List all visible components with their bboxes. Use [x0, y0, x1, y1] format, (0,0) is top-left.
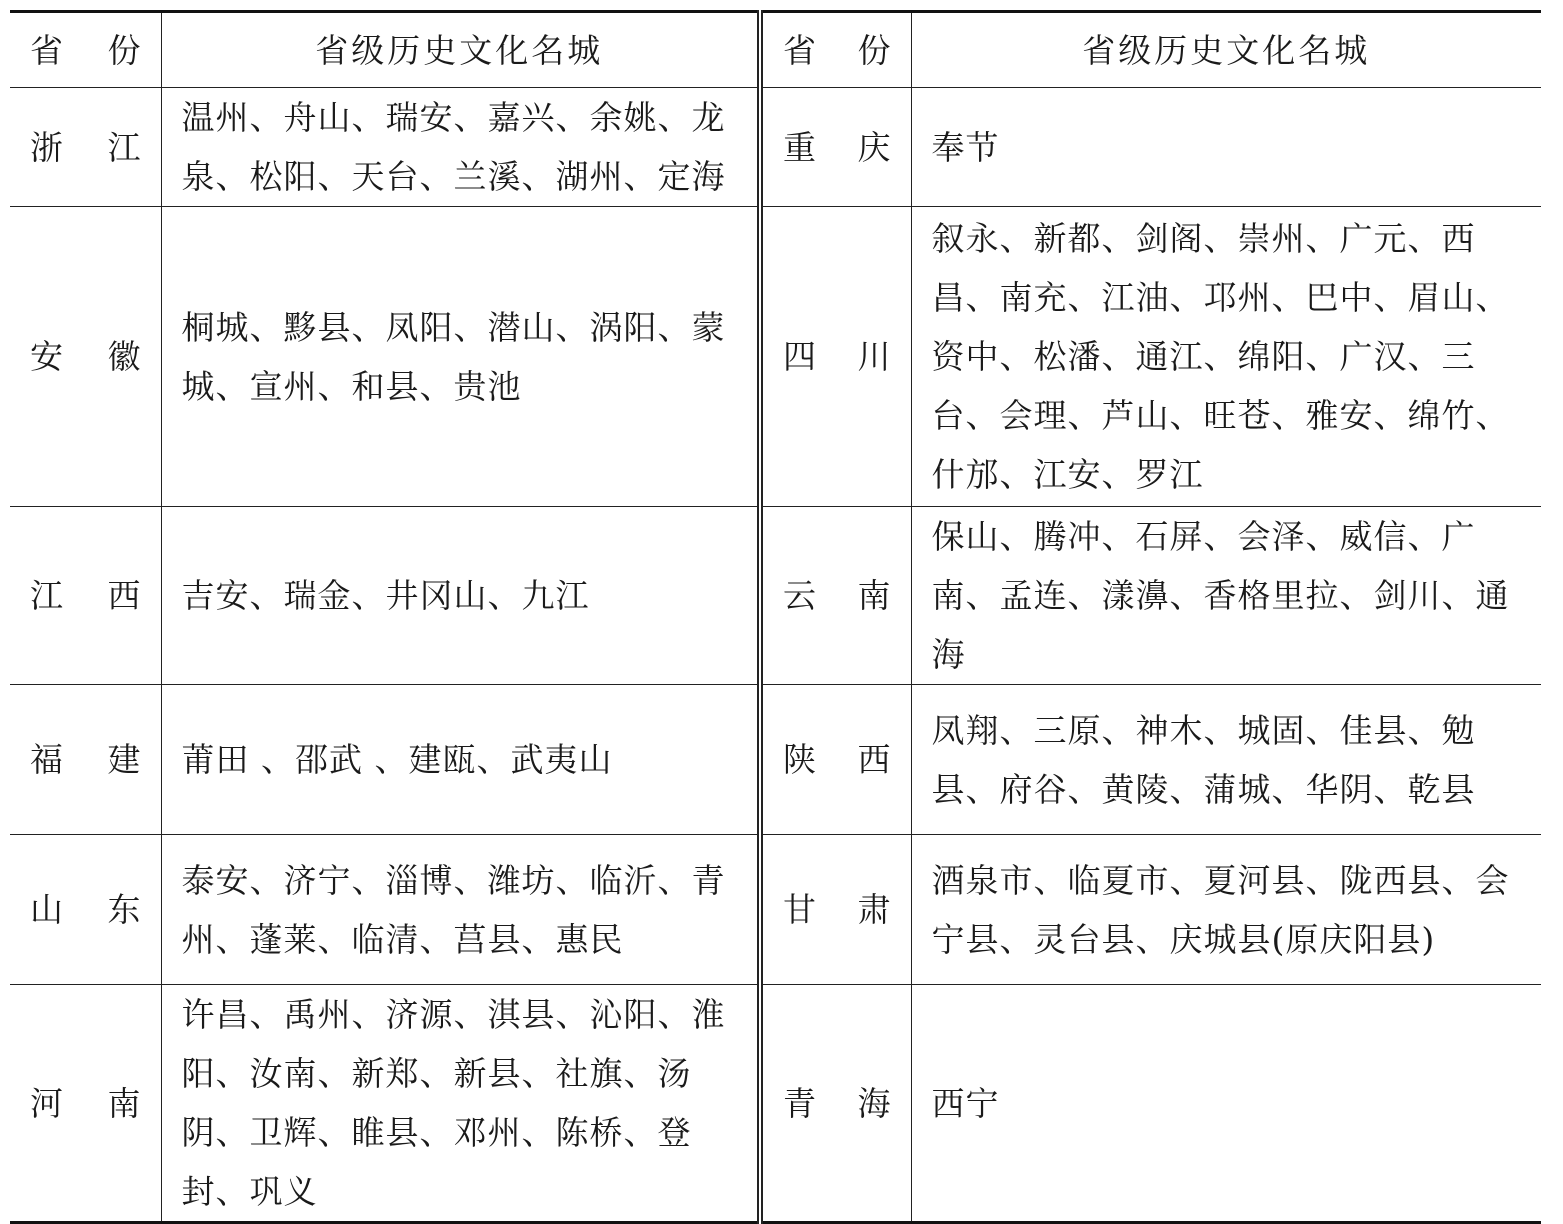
- cities-cell-right: 西宁: [911, 985, 1541, 1223]
- table-row: [10, 985, 1541, 1223]
- header-cities-left: 省级历史文化名城: [161, 12, 760, 88]
- province-cell-right: 重 庆: [760, 88, 911, 207]
- cities-cell-right: 酒泉市、临夏市、夏河县、陇西县、会宁县、灵台县、庆城县(原庆阳县): [911, 835, 1541, 985]
- header-cities-right: 省级历史文化名城: [911, 12, 1541, 88]
- cities-cell-left: 桐城、黟县、凤阳、潜山、涡阳、蒙城、宣州、和县、贵池: [161, 207, 760, 507]
- cities-cell-left: 泰安、济宁、淄博、潍坊、临沂、青州、蓬莱、临清、莒县、惠民: [161, 835, 760, 985]
- table-header: [10, 12, 1541, 88]
- province-cell-left: 安 徽: [10, 207, 161, 507]
- cities-cell-left: 吉安、瑞金、井冈山、九江: [161, 507, 760, 685]
- cities-cell-left: 许昌、禹州、济源、淇县、沁阳、淮阳、汝南、新郑、新县、社旗、汤阴、卫辉、睢县、邓州、陈桥、登封、巩义: [161, 985, 760, 1223]
- cities-cell-right: 保山、腾冲、石屏、会泽、威信、广南、孟连、漾濞、香格里拉、剑川、通海: [911, 507, 1541, 685]
- province-cell-right: 陕 西: [760, 685, 911, 835]
- cities-cell-right: 奉节: [911, 88, 1541, 207]
- province-cell-right: 四 川: [760, 207, 911, 507]
- province-cell-left: 江 西: [10, 507, 161, 685]
- table-row: [10, 685, 1541, 835]
- province-cell-right: 云 南: [760, 507, 911, 685]
- province-cell-right: 甘 肃: [760, 835, 911, 985]
- header-province-left: 省 份: [10, 12, 161, 88]
- cities-cell-left: 莆田 、邵武 、建瓯、武夷山: [161, 685, 760, 835]
- historic-cities-table: [10, 10, 1541, 1224]
- province-cell-left: 河 南: [10, 985, 161, 1223]
- province-cell-left: 山 东: [10, 835, 161, 985]
- header-row: [10, 12, 1541, 88]
- historic-cities-table-container: [10, 10, 1541, 1224]
- cities-cell-right: 叙永、新都、剑阁、崇州、广元、西昌、南充、江油、邛州、巴中、眉山、资中、松潘、通江、绵阳、广汉、三台、会理、芦山、旺苍、雅安、绵竹、什邡、江安、罗江: [911, 207, 1541, 507]
- table-row: [10, 835, 1541, 985]
- cities-cell-left: 温州、舟山、瑞安、嘉兴、余姚、龙泉、松阳、天台、兰溪、湖州、定海: [161, 88, 760, 207]
- cities-cell-right: 凤翔、三原、神木、城固、佳县、勉县、府谷、黄陵、蒲城、华阴、乾县: [911, 685, 1541, 835]
- province-cell-left: 福 建: [10, 685, 161, 835]
- province-cell-left: 浙 江: [10, 88, 161, 207]
- table-row: [10, 88, 1541, 207]
- table-row: [10, 507, 1541, 685]
- table-row: [10, 207, 1541, 507]
- province-cell-right: 青 海: [760, 985, 911, 1223]
- table-body: [10, 88, 1541, 1223]
- header-province-right: 省 份: [760, 12, 911, 88]
